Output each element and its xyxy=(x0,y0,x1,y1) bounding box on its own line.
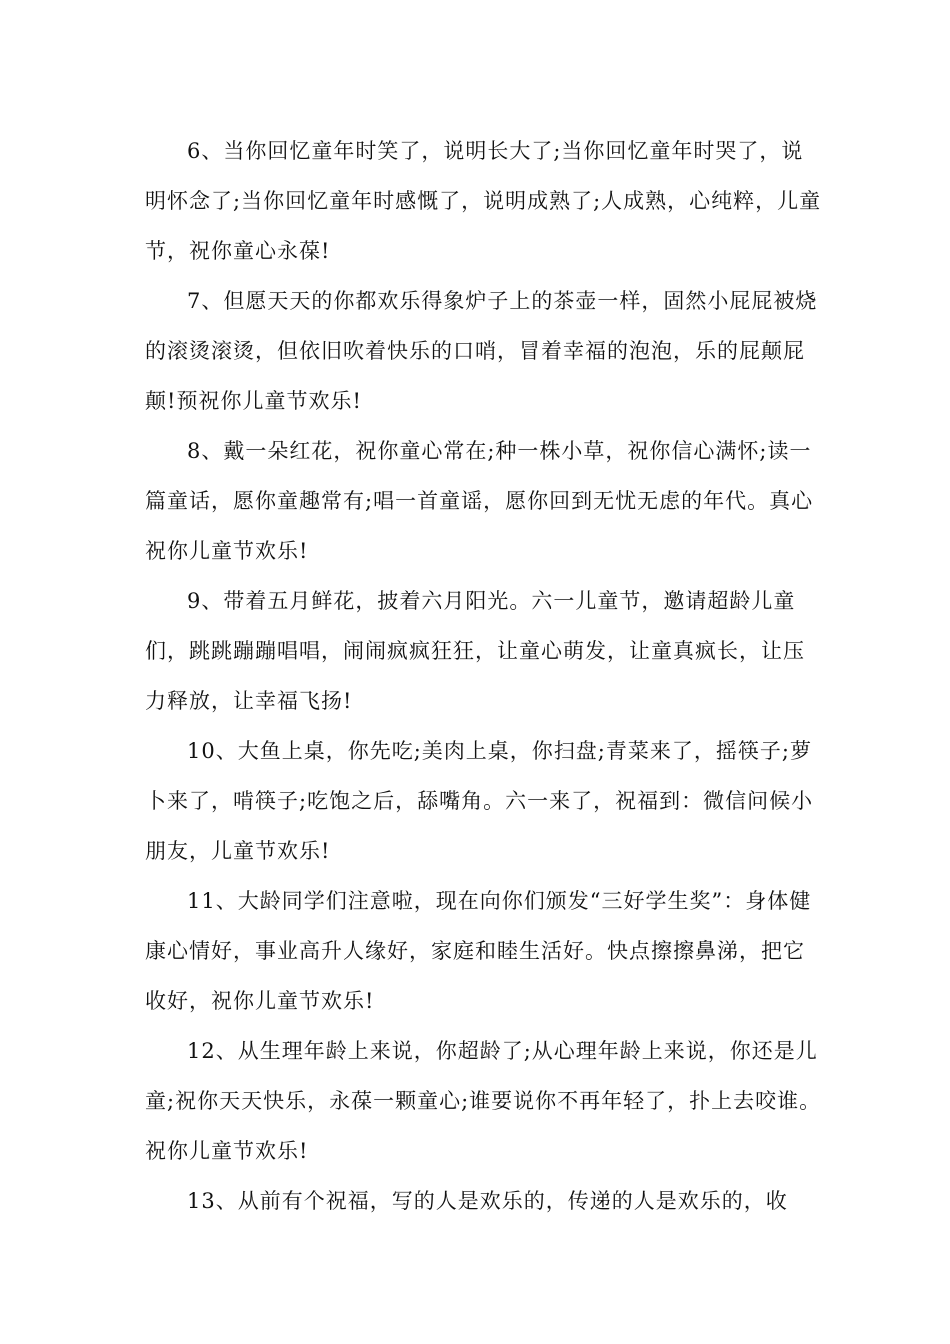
paragraph-13: 13、从前有个祝福，写的人是欢乐的，传递的人是欢乐的，收 xyxy=(187,1189,788,1213)
paragraph-7: 7、但愿天天的你都欢乐得象炉子上的茶壶一样，固然小屁屁被烧的滚烫滚烫，但依旧吹着快乐的口哨，冒着幸福的泡泡，乐的屁颠屁颠!预祝你儿童节欢乐! xyxy=(145,289,818,413)
paragraph-11: 11、大龄同学们注意啦，现在向你们颁发“三好学生奖”：身体健康心情好，事业高升人缘好，家庭和睦生活好。快点擦擦鼻涕，把它收好，祝你儿童节欢乐! xyxy=(145,889,812,1013)
paragraph-10: 10、大鱼上桌，你先吃;美肉上桌，你扫盘;青菜来了，摇筷子;萝卜来了，啃筷子;吃饱之后，舔嘴角。六一来了，祝福到：微信问候小朋友，儿童节欢乐! xyxy=(145,739,814,863)
paragraph-6: 6、当你回忆童年时笑了，说明长大了;当你回忆童年时哭了，说明怀念了;当你回忆童年时感慨了，说明成熟了;人成熟，心纯粹，儿童节，祝你童心永葆! xyxy=(145,139,822,263)
document-body xyxy=(145,126,825,1226)
paragraph-9: 9、带着五月鲜花，披着六月阳光。六一儿童节，邀请超龄儿童们，跳跳蹦蹦唱唱，闹闹疯疯狂狂，让童心萌发，让童真疯长，让压力释放，让幸福飞扬! xyxy=(145,589,805,713)
paragraph-8: 8、戴一朵红花，祝你童心常在;种一株小草，祝你信心满怀;读一篇童话，愿你童趣常有;唱一首童谣，愿你回到无忧无虑的年代。真心祝你儿童节欢乐! xyxy=(145,439,814,563)
paragraph-12: 12、从生理年龄上来说，你超龄了;从心理年龄上来说，你还是儿童;祝你天天快乐，永葆一颗童心;谁要说你不再年轻了，扑上去咬谁。祝你儿童节欢乐! xyxy=(145,1039,822,1163)
